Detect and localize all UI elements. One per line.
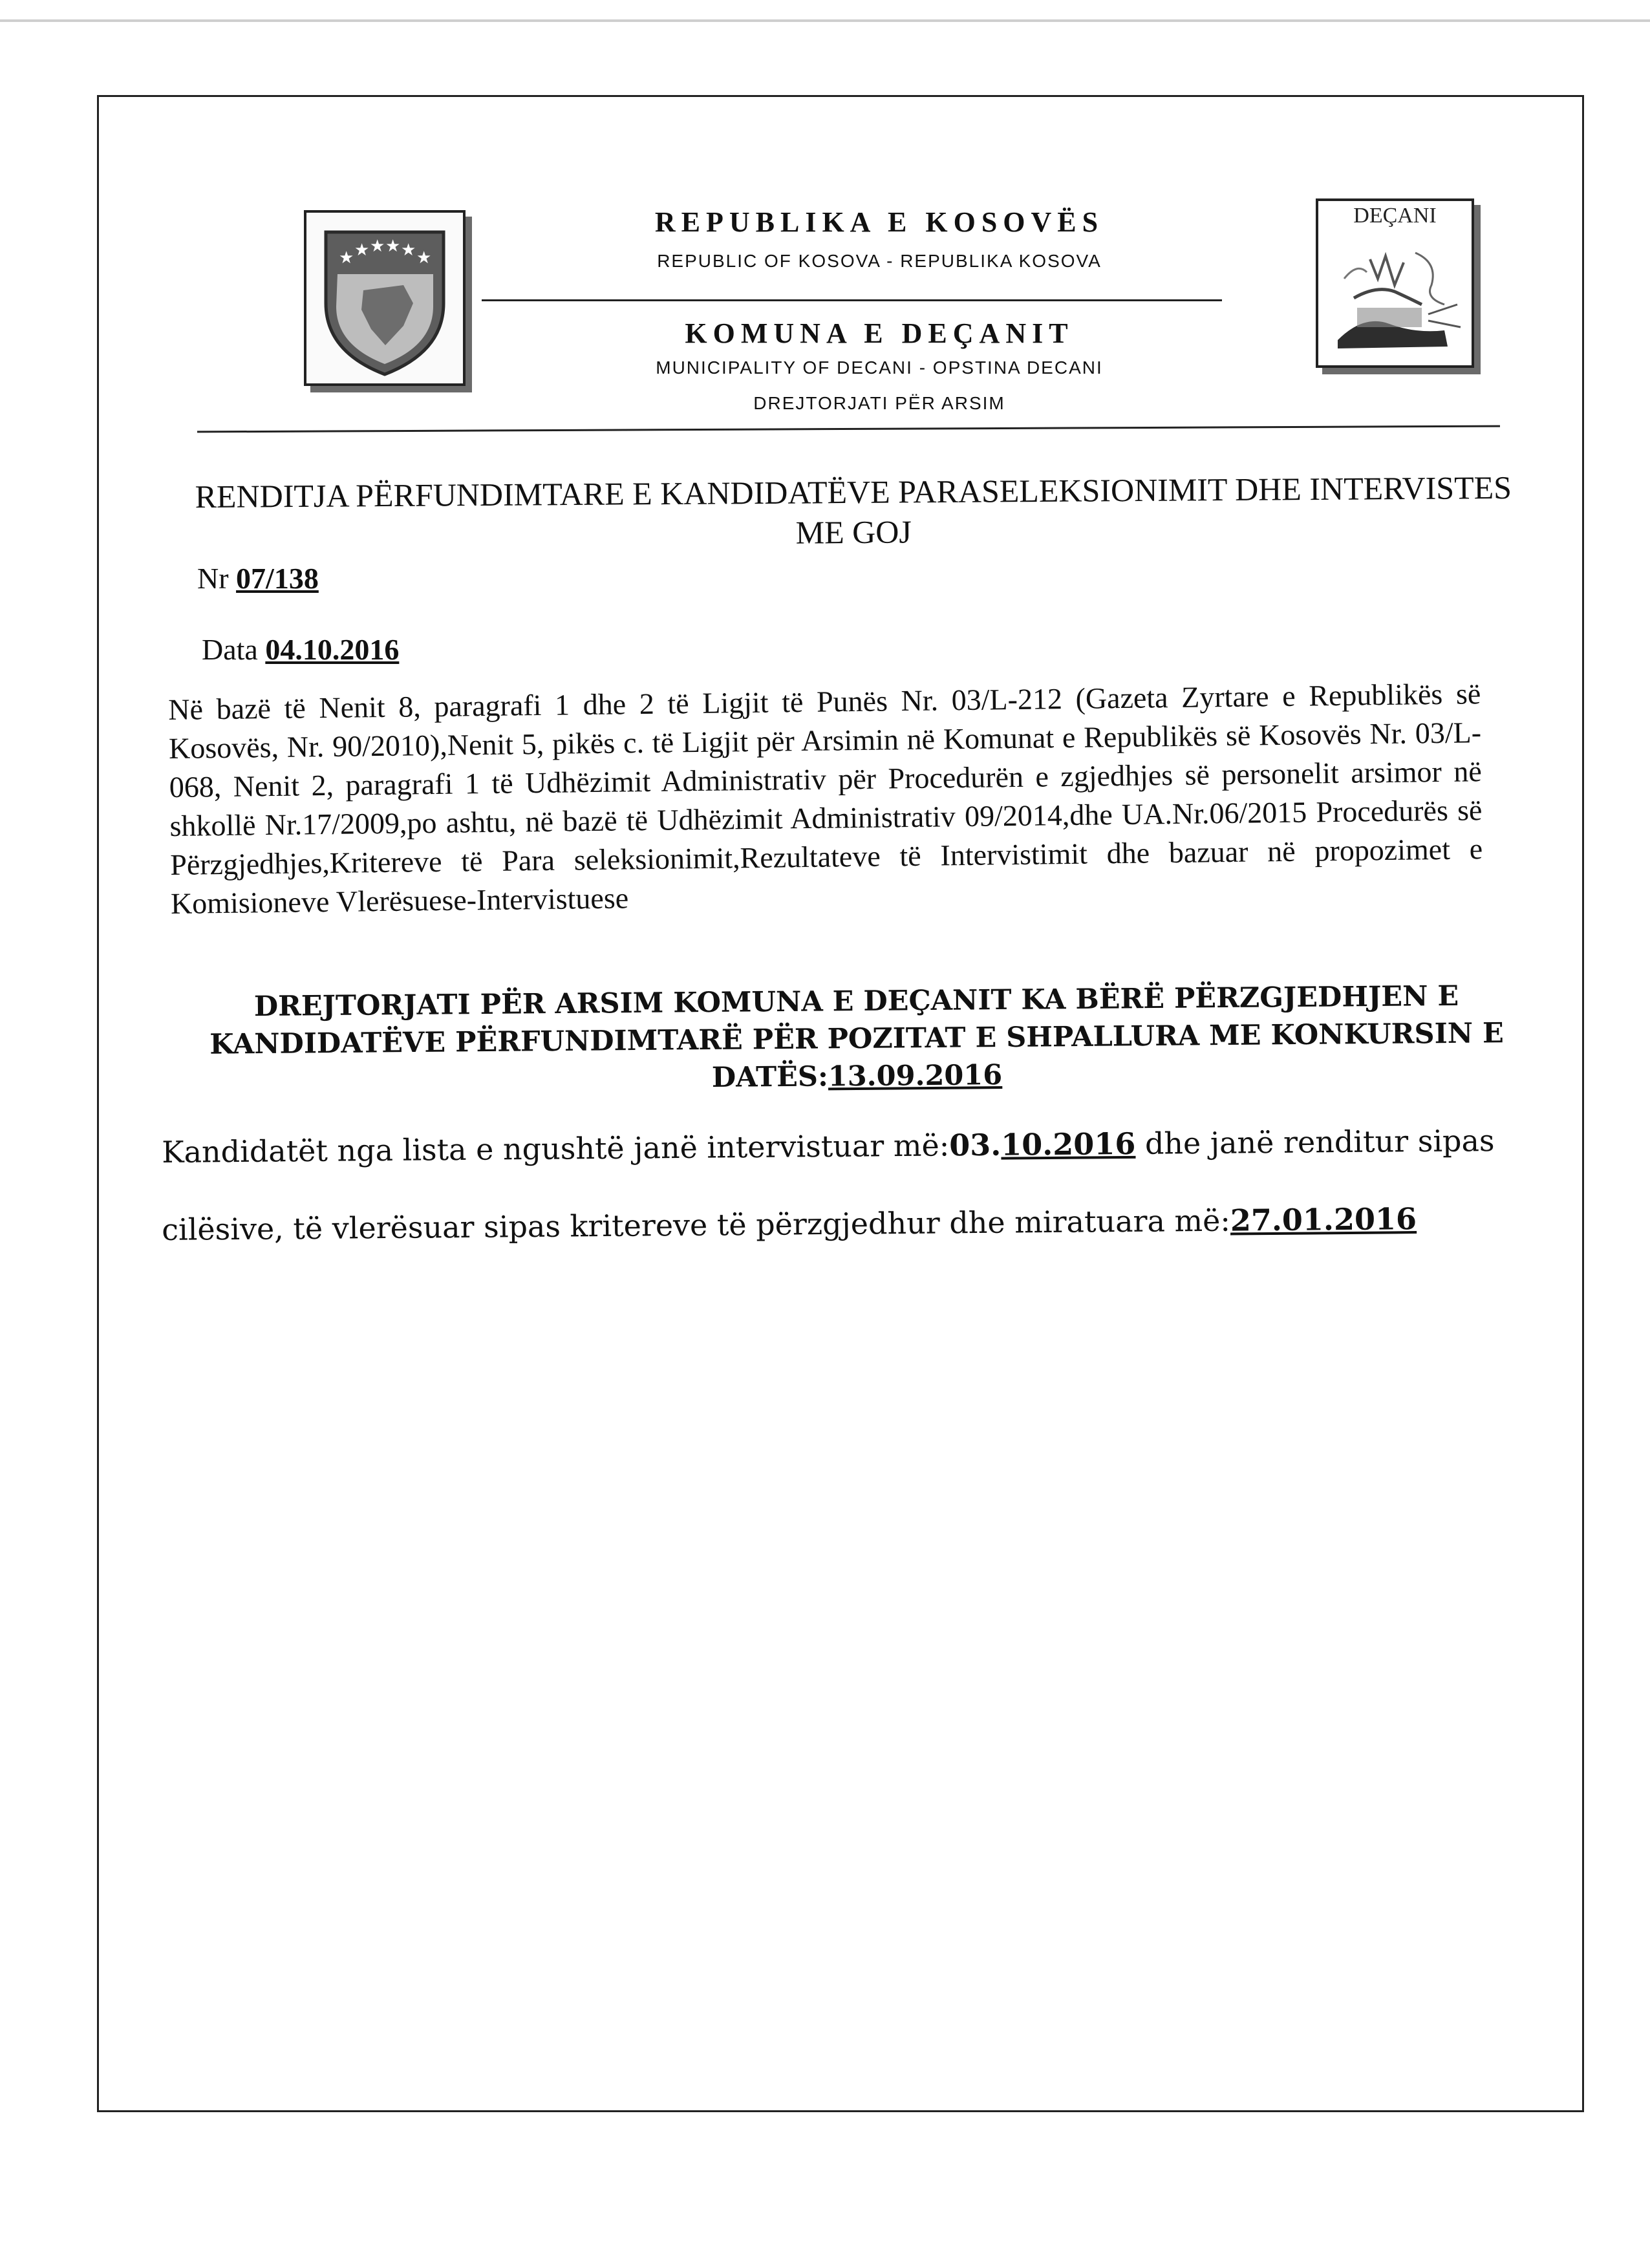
approval-line-prefix: cilësive, të vlerësuar sipas kritereve të përzgjedhur dhe miratuara më: — [162, 1203, 1231, 1247]
svg-text:★: ★ — [385, 237, 401, 256]
interview-date-part-b: 10.2016 — [1001, 1126, 1136, 1162]
directorate-label: DREJTORJATI PËR ARSIM — [753, 393, 1005, 413]
number-label: Nr — [197, 562, 229, 595]
document-number — [197, 561, 319, 595]
republic-title: REPUBLIKA E KOSOVËS — [654, 206, 1104, 238]
number-value: 07/138 — [236, 562, 319, 595]
svg-text:★: ★ — [354, 241, 370, 260]
document-title: RENDITJA PËRFUNDIMTARE E KANDIDATËVE PARASELEKSIONIMIT DHE INTERVISTES ME GOJ — [195, 469, 1512, 551]
selection-heading-text: DREJTORJATI PËR ARSIM KOMUNA E DEÇANIT KA BËRË PËRZGJEDHJEN E KANDIDATËVE PËRFUNDIMTARË PËR POZITAT E SHPALLURA ME KONKURSIN E DATËS: — [209, 979, 1504, 1094]
interview-line-suffix: dhe janë renditur sipas — [1135, 1123, 1495, 1161]
date-value: 04.10.2016 — [265, 633, 400, 666]
document-date — [202, 632, 399, 667]
date-label: Data — [202, 633, 258, 666]
municipality-subtitle: MUNICIPALITY OF DECANI - OPSTINA DECANI — [656, 358, 1103, 378]
municipality-title: KOMUNA E DEÇANIT — [685, 317, 1074, 349]
coat-of-arms-icon — [306, 213, 463, 383]
selection-heading — [161, 977, 1552, 1102]
competition-date: 13.09.2016 — [828, 1059, 1003, 1093]
interview-date-part-a: 03. — [949, 1127, 1002, 1163]
republic-subtitle: REPUBLIC OF KOSOVA - REPUBLIKA KOSOVA — [657, 251, 1102, 271]
svg-text:★: ★ — [416, 248, 432, 268]
scan-top-edge — [0, 19, 1650, 22]
svg-text:★: ★ — [401, 241, 416, 260]
decani-logo-label: DEÇANI — [1353, 204, 1437, 228]
approval-date: 27.01.2016 — [1230, 1201, 1417, 1238]
kosovo-emblem — [304, 210, 466, 386]
decani-logo — [1316, 198, 1474, 368]
svg-text:★: ★ — [370, 237, 385, 256]
header-divider — [482, 299, 1222, 301]
legal-basis-paragraph: Në bazë të Nenit 8, paragrafi 1 dhe 2 të Ligjit të Punës Nr. 03/L-212 (Gazeta Zyrtare e Republikës së Kosovës, Nr. 90/2010),Nenit 5, pikës c. të Ligjit për Arsimin në Komunat e Republikës së Kosovës Nr. 03/L-068, Nenit 2, paragrafi 1 të Udhëzimit Administrativ për Procedurën e zgjedhjes së personelit arsimor në shkollë Nr.17/2009,po ashtu, në bazë të Udhëzimit Administrativ 09/2014,dhe UA.Nr.06/2015 Procedurës së Përzgjedhjes,Kritereve të Para seleksionimit,Rezultateve të Intervistimit dhe bazuar në propozimet e Komisioneve Vlerësuese-Intervistuese — [168, 677, 1483, 920]
interview-line-prefix: Kandidatët nga lista e ngushtë janë intervistuar më: — [162, 1128, 950, 1170]
svg-text:★: ★ — [339, 248, 354, 268]
